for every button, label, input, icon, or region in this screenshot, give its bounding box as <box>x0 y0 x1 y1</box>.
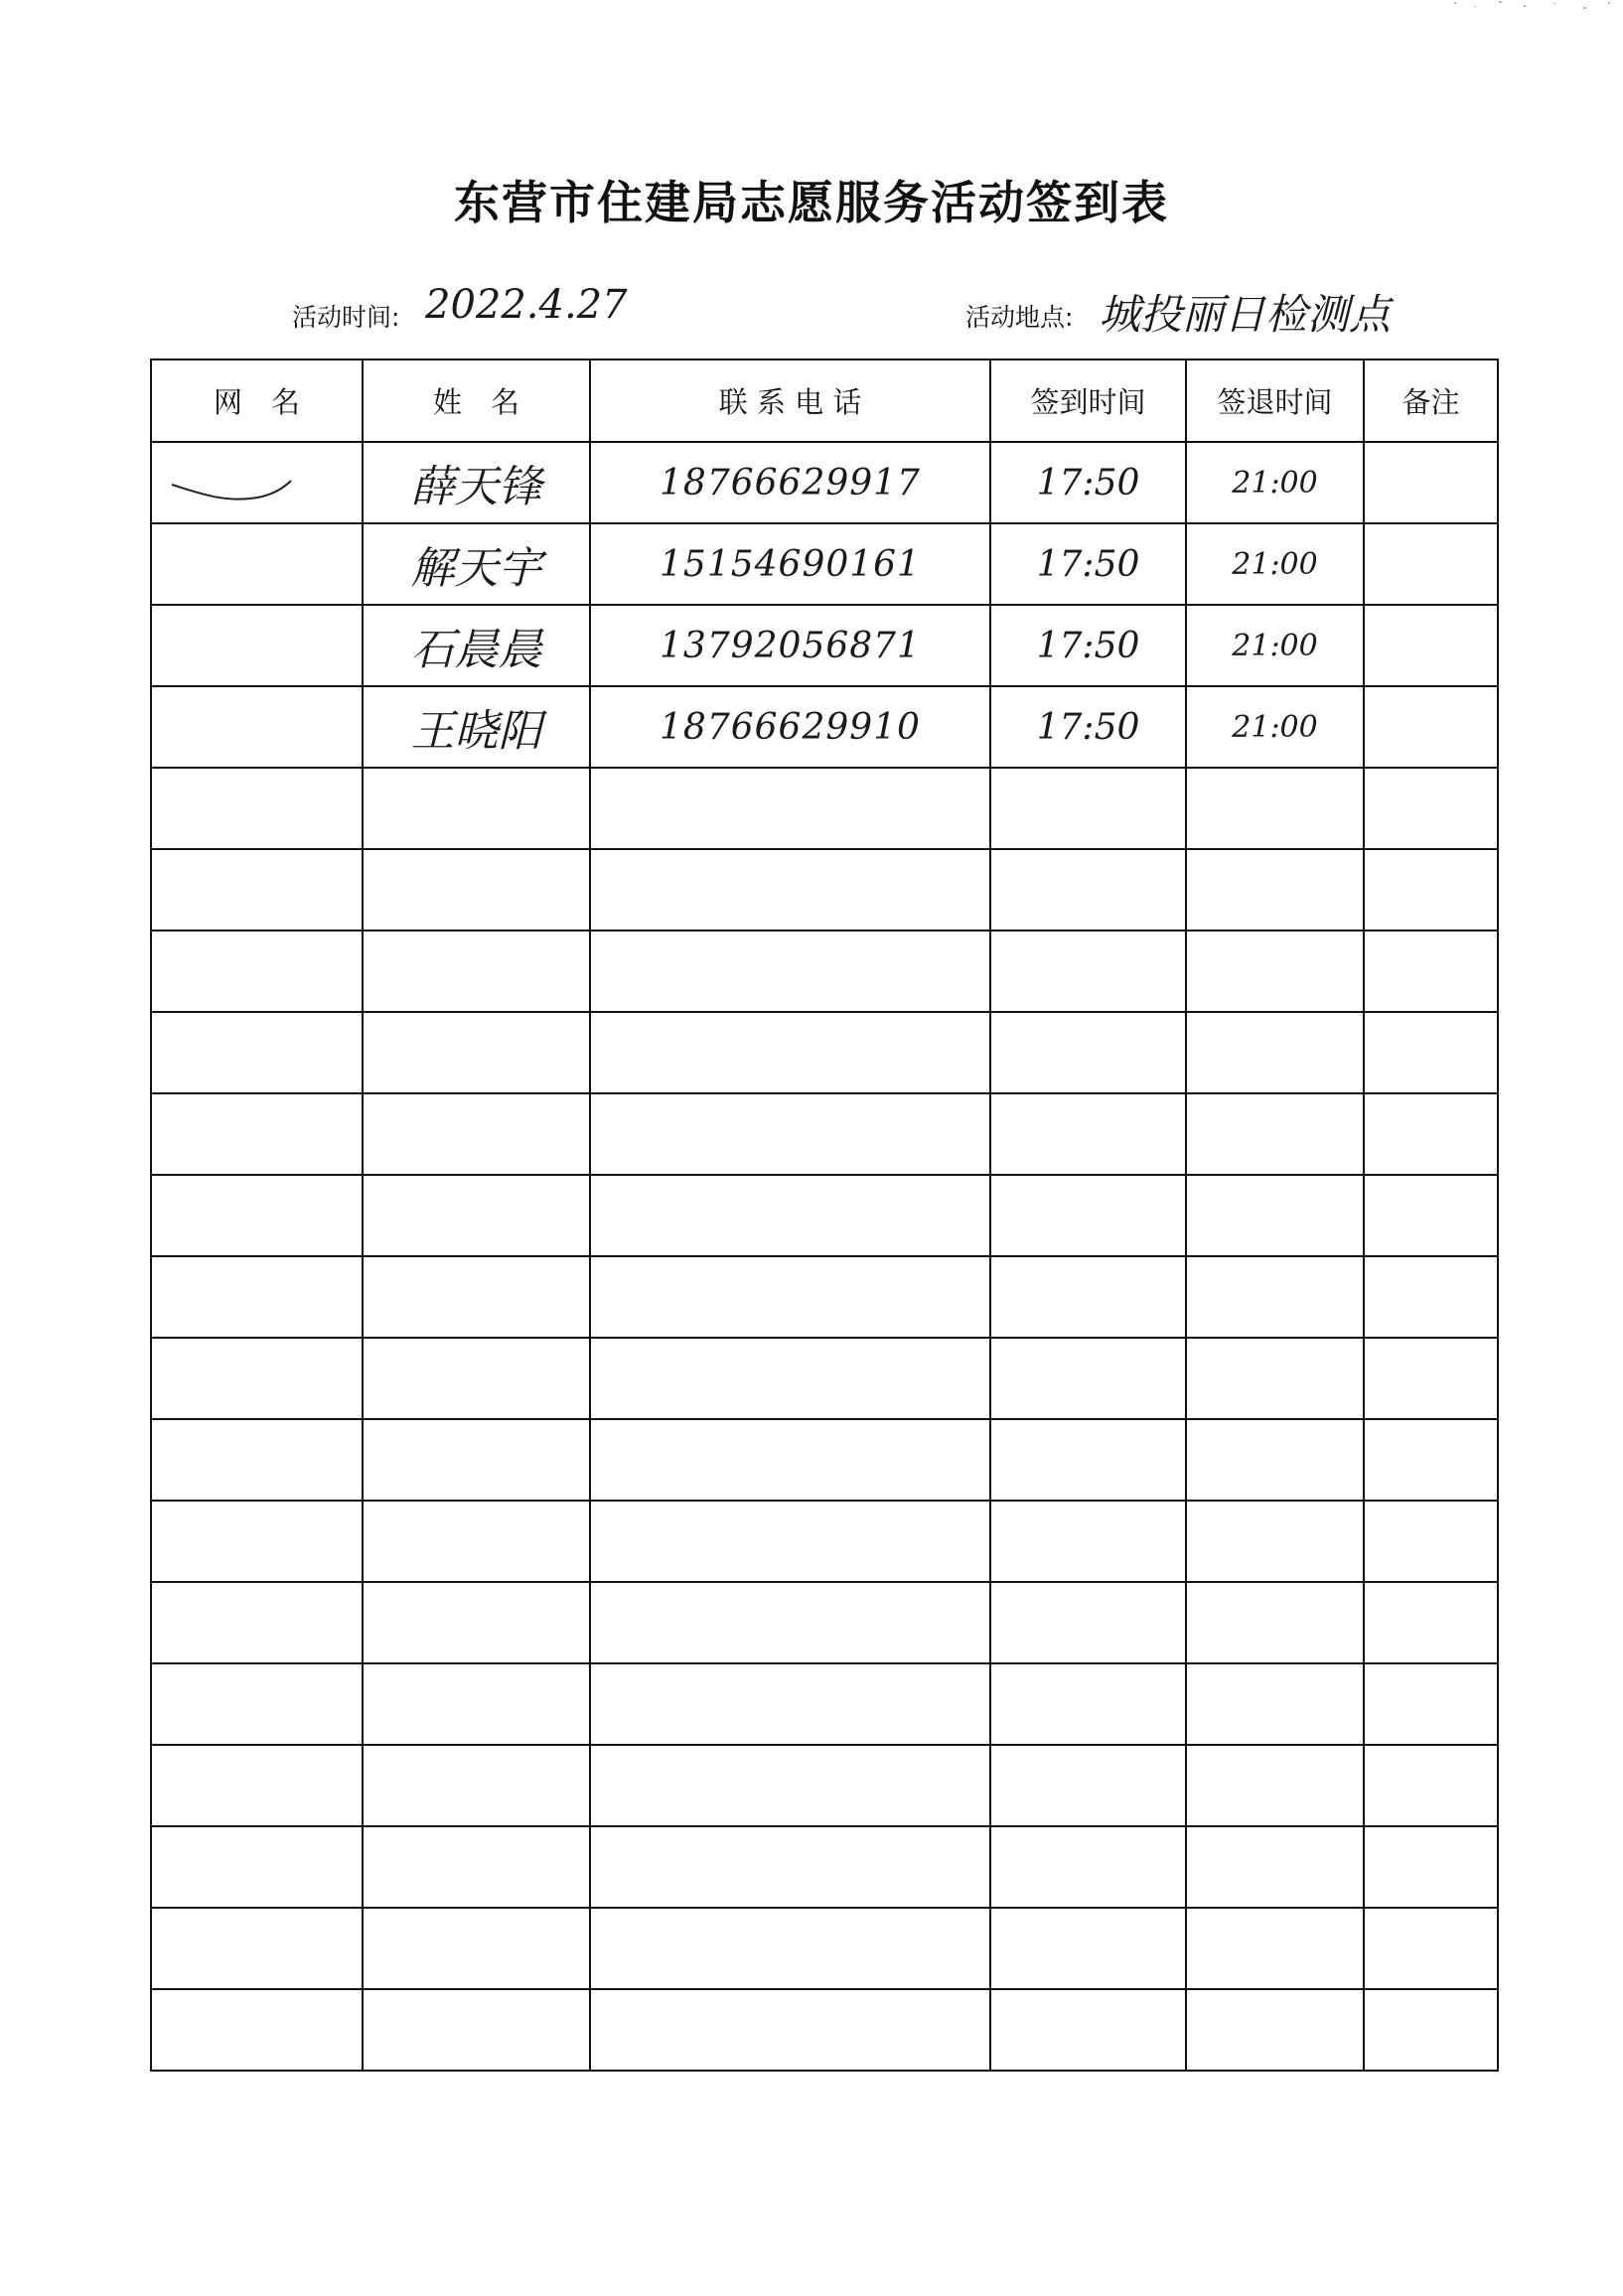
name-cell <box>363 1989 590 2071</box>
phone-cell <box>590 1826 990 1908</box>
sign-in-time-cell <box>990 1012 1186 1093</box>
scan-noise <box>1444 0 1623 14</box>
phone-cell <box>590 1256 990 1338</box>
sign-in-time-value: 17:50 <box>1036 625 1140 666</box>
sign-out-time-value: 21:00 <box>1232 465 1318 501</box>
activity-place-label: 活动地点: <box>965 303 1074 332</box>
note-cell <box>1364 686 1498 768</box>
name-cell <box>363 523 590 605</box>
note-cell <box>1364 1663 1498 1745</box>
phone-value: 18766629917 <box>660 462 921 503</box>
sign-out-time-cell <box>1186 1989 1364 2071</box>
sign-out-time-cell <box>1186 931 1364 1012</box>
table-row <box>151 686 1498 768</box>
sign-in-time-cell <box>990 849 1186 931</box>
phone-value: 15154690161 <box>660 543 921 585</box>
note-cell <box>1364 1908 1498 1989</box>
sign-out-time-cell <box>1186 1663 1364 1745</box>
sign-out-time-cell <box>1186 605 1364 686</box>
sign-in-time-cell <box>990 686 1186 768</box>
phone-cell <box>590 1989 990 2071</box>
sign-in-time-cell <box>990 931 1186 1012</box>
table-row <box>151 523 1498 605</box>
sign-out-time-cell <box>1186 1582 1364 1663</box>
note-cell <box>1364 1175 1498 1256</box>
sign-out-time-cell <box>1186 1419 1364 1501</box>
phone-cell <box>590 1012 990 1093</box>
sign-in-time-cell <box>990 1093 1186 1175</box>
table-row <box>151 442 1498 523</box>
activity-time-label: 活动时间: <box>292 303 400 332</box>
name-cell <box>363 1826 590 1908</box>
empty-table-row <box>151 1012 1498 1093</box>
note-cell <box>1364 849 1498 931</box>
note-cell <box>1364 523 1498 605</box>
sign-in-time-cell <box>990 1826 1186 1908</box>
phone-cell <box>590 442 990 523</box>
empty-table-row <box>151 1256 1498 1338</box>
sign-in-time-cell <box>990 1582 1186 1663</box>
note-cell <box>1364 605 1498 686</box>
phone-value: 18766629910 <box>660 706 921 748</box>
page-title: 东营市住建局志愿服务活动签到表 <box>454 176 1169 229</box>
empty-table-row <box>151 1582 1498 1663</box>
sign-in-time-cell <box>990 605 1186 686</box>
phone-cell <box>590 1338 990 1419</box>
header-phone: 联 系 电 话 <box>590 359 990 442</box>
net-name-cell <box>151 1338 363 1419</box>
sign-out-time-cell <box>1186 768 1364 849</box>
name-cell <box>363 1093 590 1175</box>
phone-cell <box>590 1582 990 1663</box>
sign-in-time-cell <box>990 1419 1186 1501</box>
sign-out-time-cell <box>1186 1256 1364 1338</box>
sign-in-time-cell <box>990 1338 1186 1419</box>
net-name-cell <box>151 1012 363 1093</box>
empty-table-row <box>151 1826 1498 1908</box>
note-cell <box>1364 1582 1498 1663</box>
phone-cell <box>590 1093 990 1175</box>
net-name-cell <box>151 1256 363 1338</box>
sign-out-time-cell <box>1186 442 1364 523</box>
net-name-cell <box>151 1419 363 1501</box>
net-name-cell <box>151 1501 363 1582</box>
net-name-cell <box>151 1745 363 1826</box>
note-cell <box>1364 931 1498 1012</box>
phone-cell <box>590 1908 990 1989</box>
empty-table-row <box>151 1663 1498 1745</box>
name-cell <box>363 931 590 1012</box>
net-name-cell <box>151 849 363 931</box>
empty-table-row <box>151 1419 1498 1501</box>
name-cell <box>363 1175 590 1256</box>
sign-out-time-cell <box>1186 1826 1364 1908</box>
phone-cell <box>590 1745 990 1826</box>
empty-table-row <box>151 1989 1498 2071</box>
sign-in-time-cell <box>990 1256 1186 1338</box>
phone-cell <box>590 768 990 849</box>
name-cell <box>363 442 590 523</box>
net-name-cell <box>151 1093 363 1175</box>
note-cell <box>1364 442 1498 523</box>
sign-out-time-cell <box>1186 849 1364 931</box>
empty-table-row <box>151 1093 1498 1175</box>
name-value: 薛天锋 <box>410 462 542 512</box>
phone-value: 13792056871 <box>660 625 921 666</box>
phone-cell <box>590 1175 990 1256</box>
name-cell <box>363 1663 590 1745</box>
net-name-cell <box>151 442 363 523</box>
sign-out-time-cell <box>1186 1501 1364 1582</box>
table-row <box>151 605 1498 686</box>
sign-out-time-cell <box>1186 1908 1364 1989</box>
net-name-cell <box>151 1826 363 1908</box>
name-value: 王晓阳 <box>410 706 542 757</box>
note-cell <box>1364 1256 1498 1338</box>
header-sign-in-time: 签到时间 <box>990 359 1186 442</box>
sign-out-time-cell <box>1186 1745 1364 1826</box>
note-cell <box>1364 1012 1498 1093</box>
net-name-cell <box>151 605 363 686</box>
header-sign-out-time: 签退时间 <box>1186 359 1364 442</box>
sign-out-time-cell <box>1186 686 1364 768</box>
sign-in-time-cell <box>990 523 1186 605</box>
note-cell <box>1364 1826 1498 1908</box>
sign-in-time-value: 17:50 <box>1036 706 1140 748</box>
phone-cell <box>590 686 990 768</box>
sign-in-time-cell <box>990 1663 1186 1745</box>
header-name: 姓 名 <box>363 359 590 442</box>
empty-table-row <box>151 1338 1498 1419</box>
name-cell <box>363 1338 590 1419</box>
phone-cell <box>590 931 990 1012</box>
header-note: 备注 <box>1364 359 1498 442</box>
empty-table-row <box>151 931 1498 1012</box>
name-value: 解天宇 <box>410 543 542 594</box>
table-header-row <box>151 359 1498 442</box>
net-name-cell <box>151 1582 363 1663</box>
net-name-cell <box>151 1175 363 1256</box>
sign-in-time-cell <box>990 1501 1186 1582</box>
sign-in-table <box>150 359 1499 2072</box>
name-cell <box>363 1419 590 1501</box>
sign-in-time-cell <box>990 768 1186 849</box>
empty-table-row <box>151 1745 1498 1826</box>
net-name-cell <box>151 768 363 849</box>
name-cell <box>363 1908 590 1989</box>
sign-out-time-value: 21:00 <box>1232 709 1318 745</box>
activity-time-value: 2022.4.27 <box>425 282 628 328</box>
sign-in-time-value: 17:50 <box>1036 462 1140 503</box>
dash-scribble <box>168 473 297 512</box>
sign-in-time-cell <box>990 1908 1186 1989</box>
name-cell <box>363 605 590 686</box>
name-cell <box>363 1501 590 1582</box>
sign-in-time-cell <box>990 1745 1186 1826</box>
note-cell <box>1364 1419 1498 1501</box>
sign-out-time-value: 21:00 <box>1232 546 1318 582</box>
net-name-cell <box>151 931 363 1012</box>
name-cell <box>363 1745 590 1826</box>
sign-in-time-cell <box>990 1989 1186 2071</box>
activity-place-value: 城投丽日检测点 <box>1099 290 1392 339</box>
net-name-cell <box>151 1663 363 1745</box>
phone-cell <box>590 1419 990 1501</box>
sign-out-time-cell <box>1186 1093 1364 1175</box>
name-cell <box>363 1012 590 1093</box>
phone-cell <box>590 605 990 686</box>
note-cell <box>1364 1989 1498 2071</box>
phone-cell <box>590 1501 990 1582</box>
name-cell <box>363 1256 590 1338</box>
note-cell <box>1364 768 1498 849</box>
sign-out-time-cell <box>1186 523 1364 605</box>
name-cell <box>363 686 590 768</box>
note-cell <box>1364 1093 1498 1175</box>
net-name-cell <box>151 1989 363 2071</box>
empty-table-row <box>151 1175 1498 1256</box>
phone-cell <box>590 849 990 931</box>
sign-in-time-cell <box>990 442 1186 523</box>
sign-out-time-cell <box>1186 1338 1364 1419</box>
header-net-name: 网 名 <box>151 359 363 442</box>
note-cell <box>1364 1745 1498 1826</box>
phone-cell <box>590 1663 990 1745</box>
empty-table-row <box>151 849 1498 931</box>
net-name-cell <box>151 1908 363 1989</box>
name-cell <box>363 768 590 849</box>
phone-cell <box>590 523 990 605</box>
net-name-cell <box>151 523 363 605</box>
sign-out-time-value: 21:00 <box>1232 628 1318 663</box>
note-cell <box>1364 1338 1498 1419</box>
name-cell <box>363 849 590 931</box>
sign-in-time-cell <box>990 1175 1186 1256</box>
empty-table-row <box>151 1501 1498 1582</box>
sign-out-time-cell <box>1186 1012 1364 1093</box>
name-value: 石晨晨 <box>410 625 542 675</box>
name-cell <box>363 1582 590 1663</box>
empty-table-row <box>151 1908 1498 1989</box>
note-cell <box>1364 1501 1498 1582</box>
sign-in-time-value: 17:50 <box>1036 543 1140 585</box>
net-name-cell <box>151 686 363 768</box>
sign-out-time-cell <box>1186 1175 1364 1256</box>
empty-table-row <box>151 768 1498 849</box>
